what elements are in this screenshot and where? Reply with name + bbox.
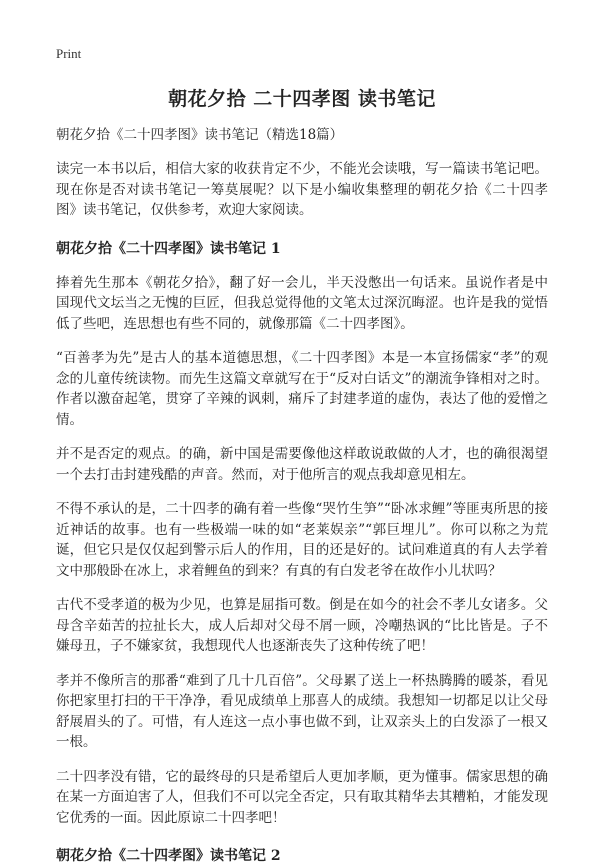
- page-title: 朝花夕拾 二十四孝图 读书笔记: [168, 88, 436, 110]
- document-subtitle: 朝花夕拾《二十四孝图》读书笔记（精选18篇）: [56, 127, 344, 143]
- section-1-paragraph-4: 不得不承认的是，二十四孝的确有着一些像“哭竹生笋”“卧冰求鲤”等匪夷所思的接近神话的故事。也有一些极端一味的如“老莱娱亲”“郭巨埋儿”。你可以称之为荒诞，但它只是仅仅起到警示后人的作用，目的还是好的。试问难道真的有人去学着文中那般卧在冰上，求着鲤鱼的到来？有真的有白发老爷在故作小儿状吗？: [56, 501, 548, 579]
- section-1-paragraph-6: 孝并不像所言的那番“难到了几十几百倍”。父母累了送上一杯热腾腾的暖茶，看见你把家里打扫的干干净净，看见成绩单上那喜人的成绩。我想知一切都足以让父母舒展眉头的了。可惜，有人连这一点小事也做不到，让双亲头上的白发添了一根又一根。: [56, 672, 548, 750]
- section-1-paragraph-5: 古代不受孝道的极为少见，也算是屈指可数。倒是在如今的社会不孝儿女诸多。父母含辛茹苦的拉扯长大，成人后却对父母不屑一顾，冷嘲热讽的“比比皆是。子不嫌母丑，子不嫌家贫，我想现代人也逐渐丧失了这种传统了吧！: [56, 597, 548, 654]
- section-heading-2: 朝花夕拾《二十四孝图》读书笔记 2: [56, 848, 281, 864]
- section-1-paragraph-2: “百善孝为先”是古人的基本道德思想，《二十四孝图》本是一本宣扬儒家“孝”的观念的儿童传统读物。而先生这篇文章就写在于“反对白话文”的潮流争锋相对之时。作者以激奋起笔，贯穿了辛辣的讽刺，痛斥了封建孝道的虚伪，表达了他的爱憎之情。: [56, 350, 548, 428]
- section-1-paragraph-1: 捧着先生那本《朝花夕拾》，翻了好一会儿，半天没憋出一句话来。虽说作者是中国现代文坛当之无愧的巨匠，但我总觉得他的文笔太过深沉晦涩。也许是我的觉悟低了些吧，连思想也有些不同的，就像那篇《二十四孝图》。: [56, 274, 548, 332]
- section-heading-1: 朝花夕拾《二十四孝图》读书笔记 1: [56, 240, 281, 257]
- section-1-paragraph-7: 二十四孝没有错，它的最终母的只是希望后人更加孝顺，更为懂事。儒家思想的确在某一方面迫害了人，但我们不可以完全否定，只有取其精华去其糟粕，才能发现它优秀的一面。因此原谅二十四孝吧！: [56, 768, 548, 826]
- intro-paragraph: 读完一本书以后，相信大家的收获肯定不少，不能光会读哦，写一篇读书笔记吧。现在你是否对读书笔记一筹莫展呢？以下是小编收集整理的朝花夕拾《二十四孝图》读书笔记，仅供参考，欢迎大家阅读。: [56, 161, 548, 218]
- section-1-paragraph-3: 并不是否定的观点。的确，新中国是需要像他这样敢说敢做的人才，也的确很渴望一个去打击封建残酷的声音。然而，对于他所言的观点我却意见相左。: [56, 446, 548, 483]
- print-link[interactable]: Print: [56, 46, 82, 61]
